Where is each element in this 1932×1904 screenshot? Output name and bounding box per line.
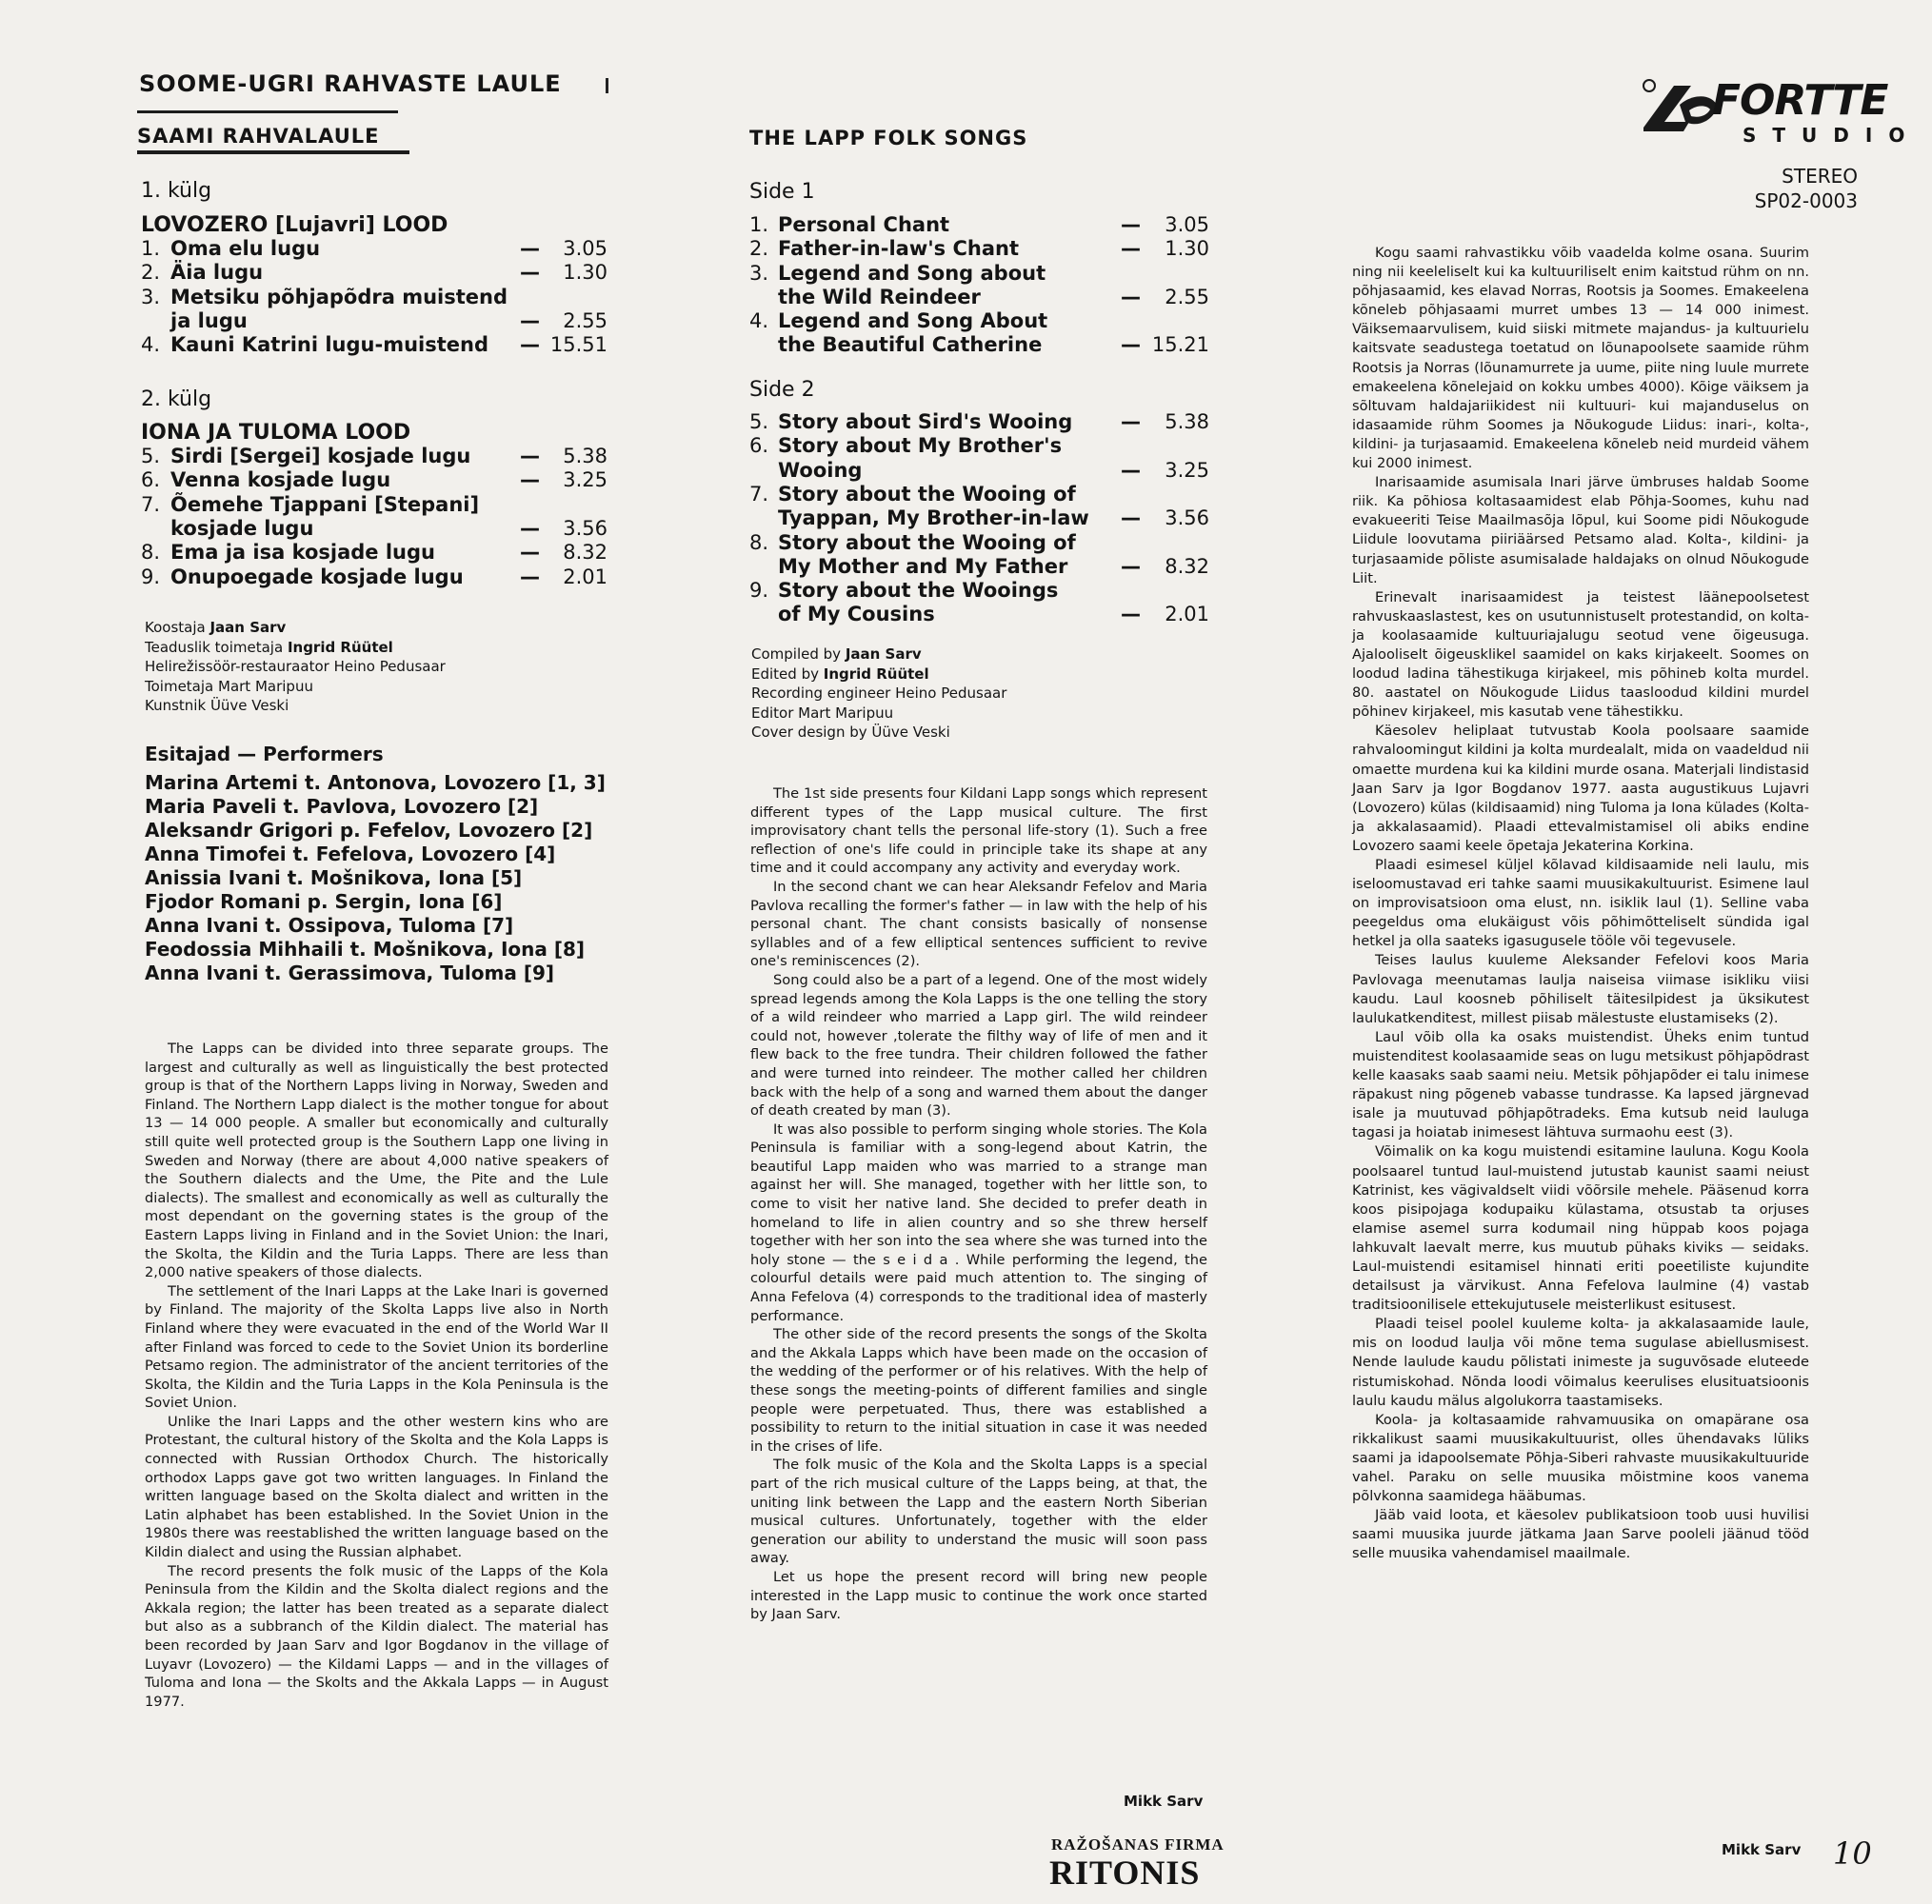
credit-name: Ingrid Rüütel xyxy=(823,664,929,683)
performer-item: Anissia Ivani t. Mošnikova, Iona [5] xyxy=(145,866,523,889)
studio-text: STUDIO xyxy=(1743,124,1922,147)
paragraph: Plaadi teisel poolel kuuleme kolta- ja akkalasaamide laule, mis on loodud laulja või mõne tema sugulase abiellusmisest. Nende laulude kaudu põlistati inimeste ja suguvõsade eluteede ristumiskohad. Nõnda loodi võimalus keerulises elusituatsioonis laulu kaudu mälus algolukorra taastamiseks. xyxy=(1352,1316,1809,1409)
credit-name: Jaan Sarv xyxy=(845,645,922,663)
paragraph: The folk music of the Kola and the Skolta Lapps is a special part of the rich musical culture of the Lapps being, at that, the uniting link between the Lapp and the eastern North Siberian musical cultures. Unfortunately, together with the elder generation our ability to understand the music will soon pass away. xyxy=(750,1457,1207,1567)
title-underline xyxy=(137,110,398,113)
credit-name: Üüve Veski xyxy=(209,697,289,714)
track-row xyxy=(141,445,617,468)
credit-role: Koostaja xyxy=(145,619,210,636)
notes-et-signature: Mikk Sarv xyxy=(1722,1841,1802,1858)
performer-item: Anna Ivani t. Ossipova, Tuloma [7] xyxy=(145,914,514,937)
track-number: 9. xyxy=(749,579,769,603)
track-row xyxy=(749,410,1216,434)
track-dash: — xyxy=(1121,554,1141,578)
performer-item: Marina Artemi t. Antonova, Lovozero [1, 3] xyxy=(145,771,606,794)
track-row xyxy=(141,493,617,542)
track-duration: 8.32 xyxy=(563,541,607,565)
track-title: Kauni Katrini lugu-muistend xyxy=(170,333,488,357)
paragraph: Inarisaamide asumisala Inari järve ümbruses haldab Soome riik. Ka põhiosa koltasaamidest elab Põhja-Soomes, kuhu nad evakueeriti Teise Maailmasõja lõpul, kui Soome pidi Nõukogude Liidule loovutama piiriäärsed Petsamo alad. Kolta-, kildini- ja turjasaamide põliste asumisalade haldajaks on olnud Nõukogude Liit. xyxy=(1352,474,1809,586)
track-row xyxy=(749,262,1216,310)
track-duration: 8.32 xyxy=(1165,554,1209,578)
credit-role: Compiled by xyxy=(751,645,846,663)
paragraph: Kogu saami rahvastikku võib vaadelda kolme osana. Suurim ning nii keeleliselt kui ka kultuuriliselt enim kaitstud rühm on nn. põhjasaamid, kes elavad Norras, Rootsis ja Soomes. Emakeelena kõneleb põhjasaami murret umbes 13 — 14 000 inimest. Väiksemaarvulisem, kuid siiski mitmete majandus- ja kultuurielu kaitsvate seadustega toetatud on lõunapoolsete saamide rühm Rootsis ja Norras (lõunamurrete ja uume, piite ning luule murrete emakeelena kõnelejaid on kokku umbes 4000). Kõige väiksem ja sõltuvam haldajariikidest nii kultuuri- kui majanduselus on idasaamide rühm Soomes ja Nõukogude Liidus: inari-, kolta-, kildini- ja turjasaamid. Emakeelena kõneleb neid murdeid vähem kui 2000 inimest. xyxy=(1352,245,1809,472)
credit-line xyxy=(751,723,1151,743)
track-duration: 3.05 xyxy=(1165,213,1209,236)
performer-item: Aleksandr Grigori p. Fefelov, Lovozero [2] xyxy=(145,819,593,842)
track-dash: — xyxy=(520,468,540,492)
track-number: 7. xyxy=(141,492,161,516)
track-number: 5. xyxy=(141,445,161,467)
track-row xyxy=(749,434,1216,483)
track-number: 3. xyxy=(141,285,161,308)
track-number: 3. xyxy=(749,261,769,285)
track-number: 6. xyxy=(141,468,161,492)
track-duration: 3.25 xyxy=(1165,458,1209,482)
track-title: Story about My Brother's Wooing xyxy=(778,434,1063,482)
track-duration: 5.38 xyxy=(1165,410,1209,433)
track-number: 8. xyxy=(749,530,769,554)
credit-name: Mart Maripuu xyxy=(798,704,894,722)
intro-en xyxy=(145,1040,608,1711)
side2-title-et: IONA JA TULOMA LOOD xyxy=(141,421,411,445)
credit-line xyxy=(751,645,1151,664)
track-duration: 3.56 xyxy=(563,516,607,540)
performers-list xyxy=(145,771,621,985)
notes-en xyxy=(750,784,1207,1624)
paragraph: In the second chant we can hear Aleksandr Fefelov and Maria Pavlova recalling the former's father — in law with the help of his personal chant. The chant consists basically of nonsense syllables and of a few elliptical sentences sufficient to revive one's reminiscences (2). xyxy=(750,878,1207,970)
credit-line xyxy=(751,664,1151,684)
performers-heading: Esitajad — Performers xyxy=(145,743,384,765)
track-dash: — xyxy=(520,333,540,357)
track-duration: 2.55 xyxy=(563,308,607,332)
track-number: 1. xyxy=(141,237,161,260)
credit-role: Kunstnik xyxy=(145,697,210,714)
paragraph: Laul võib olla ka osaks muistendist. Üheks enim tuntud muistenditest koolasaamide seas on lugu metsikust põhjapõdrast kelle kaasaks saab saami neiu. Metsik põhjapõder ei talu inimese räpakust ning põgeneb vabasse tundrasse. Ka lapsed järgnevad isale ja muutuvad põhjapõtradeks. Ema kutsub neid lauluga tagasi ja hoiatab inimesest lähtuva surmaohu eest (3). xyxy=(1352,1028,1809,1141)
track-number: 2. xyxy=(749,237,769,261)
handwritten-number: 10 xyxy=(1833,1835,1872,1872)
paragraph: The settlement of the Inari Lapps at the Lake Inari is governed by Finland. The majority of the Skolta Lapps live also in North Finland where they were evacuated in the end of the World War II after Finland was forced to cede to the Soviet Union its borderline Petsamo region. The administrator of the ancient territories of the Skolta, the Kildin and the Turia Lapps in the Kola Peninsula is the Soviet Union. xyxy=(145,1282,608,1412)
tracklist-et-side2 xyxy=(141,445,617,592)
paragraph: Unlike the Inari Lapps and the other western kins who are Protestant, the cultural history of the Skolta and the Kola Lapps is connected with Russian Orthodox Church. The historically orthodox Lapps gave got two written languages. In Finland the written language based on the Skolta dialect and written in the Latin alphabet has been established. In the Soviet Union in the 1980s there was reestablished the written language based on the Kildin dialect and using the Russian alphabet. xyxy=(145,1413,608,1561)
divider-tick xyxy=(606,78,608,93)
track-duration: 3.56 xyxy=(1165,506,1209,530)
paragraph: Song could also be a part of a legend. One of the most widely spread legends among the Kola Lapps is the one telling the story of a wild reindeer who married a Lapp girl. The wild reindeer could not, however ,tolerate the filthy way of life of men and it flew back to the free tundra. Their children followed the father and were turned into reindeer. The mother called her children back with the help of a song and warned them about the danger of death created by man (3). xyxy=(750,971,1207,1120)
side1-title-et: LOVOZERO [Lujavri] LOOD xyxy=(141,213,448,237)
track-row xyxy=(749,531,1216,580)
paragraph: Plaadi esimesel küljel kõlavad kildisaamide neli laulu, mis iseloomustavad eri tahke saami muusikakultuurist. Esimene laul on improvisatsioon oma elust, nn. isiklik laul (1). Selline vaba peegeldus oma elukäigust võis põhimõtteliselt sündida igal hetkel ja olla saateks igasugusele tööle või tegevusele. xyxy=(1352,857,1809,950)
paragraph: Teises laulus kuuleme Aleksander Fefelovi koos Maria Pavlovaga meenutamas laulja naiseisa viimase isikliku viisi kaudu. Laul koosneb põhiliselt täitesilpidest ja üksikutest laulukatkenditest, millest piisab mälestuste elustamiseks (2). xyxy=(1352,952,1809,1026)
side2-label-en: Side 2 xyxy=(749,378,815,402)
credit-line xyxy=(145,696,545,716)
fortte-emblem-icon xyxy=(1636,78,1722,145)
track-dash: — xyxy=(520,565,540,588)
tracklist-en-side1 xyxy=(749,213,1216,361)
track-duration: 2.01 xyxy=(563,565,607,588)
album-subtitle-et: SAAMI RAHVALAULE xyxy=(137,125,380,148)
track-row xyxy=(749,579,1216,627)
credit-line xyxy=(145,638,545,658)
track-row xyxy=(141,261,617,285)
tracklist-et-side1 xyxy=(141,237,617,361)
track-dash: — xyxy=(1121,333,1141,357)
paragraph: The 1st side presents four Kildani Lapp songs which represent different types of the Lapp musical culture. The first improvisatory chant tells the personal life-story (1). Such a free reflection of one's life could in principle take its shape at any time and it could accompany any activity and everyday work. xyxy=(750,785,1207,877)
track-dash: — xyxy=(520,516,540,540)
track-title: Äia lugu xyxy=(170,261,264,285)
track-dash: — xyxy=(1121,237,1141,261)
track-title: Oma elu lugu xyxy=(170,237,321,260)
track-title: Õemehe Tjappani [Stepani] kosjade lugu xyxy=(170,492,480,540)
track-row xyxy=(141,237,617,261)
track-title: Sirdi [Sergei] kosjade lugu xyxy=(170,445,471,467)
track-dash: — xyxy=(1121,213,1141,236)
track-duration: 1.30 xyxy=(1165,237,1209,261)
paragraph: The Lapps can be divided into three separate groups. The largest and culturally as well as linguistically the best protected group is that of the Northern Lapps living in Norway, Sweden and Finland. The Northern Lapp dialect is the mother tongue for about 13 — 14 000 people. A smaller but economically and culturally still quite well protected group is the Southern Lapp one living in Sweden and Norway (there are about 4,000 native speakers of the Southern dialects and the Ume, the Pite and the Lule dialects). The smallest and economically as well as culturally the most dependant on the governing states is the group of the Eastern Lapps living in Finland and in the Soviet Union: the Inari, the Skolta, the Kildin and the Turia Lapps. There are less than 2,000 native speakers of those dialects. xyxy=(145,1041,608,1281)
track-number: 2. xyxy=(141,261,161,285)
track-title: Story about the Wooings of My Cousins xyxy=(778,579,1059,626)
track-dash: — xyxy=(520,237,540,260)
track-number: 7. xyxy=(749,482,769,506)
track-title: Story about the Wooing of My Mother and My Father xyxy=(778,530,1076,578)
credit-name: Mart Maripuu xyxy=(218,677,313,695)
credit-role: Recording engineer xyxy=(751,684,896,702)
stereo-label xyxy=(1667,164,1858,213)
track-number: 8. xyxy=(141,541,161,565)
side1-label-en: Side 1 xyxy=(749,180,815,204)
paragraph: Võimalik on ka kogu muistendi esitamine lauluna. Kogu Koola poolsaarel tuntud laul-muistend jutustab kaunist saami neiust Katrinist, kes vägivaldselt viidi võõrsile mehele. Pääsenud korra koos pisipojaga kodupaiku külastama, otsustab ta orjuses elamise asemel surra kodumail ning hüppab koos pojaga lahkuvalt laevalt merre, kus muutub pühaks kiviks — seidaks. Laul-muistendi esitamisel hinnati eriti poeetiliste kujundite detailsust ja värvikust. Anna Fefelova laulmine (4) vastab traditsioonilisele ettekujutusele meisterlikust esitusest. xyxy=(1352,1143,1809,1314)
credit-line xyxy=(145,618,545,638)
credit-line xyxy=(145,657,545,677)
credit-line xyxy=(145,677,545,697)
track-number: 9. xyxy=(141,565,161,588)
track-title: Ema ja isa kosjade lugu xyxy=(170,541,435,565)
track-dash: — xyxy=(1121,506,1141,530)
track-title: Legend and Song About the Beautiful Catherine xyxy=(778,309,1048,357)
track-row xyxy=(141,468,617,492)
track-row xyxy=(749,483,1216,531)
credit-role: Edited by xyxy=(751,664,824,683)
tracklist-en-side2 xyxy=(749,410,1216,629)
credits-et xyxy=(145,618,545,716)
track-title: Metsiku põhjapõdra muistend ja lugu xyxy=(170,285,508,332)
track-dash: — xyxy=(520,541,540,565)
track-duration: 2.01 xyxy=(1165,603,1209,626)
track-number: 4. xyxy=(141,333,161,357)
side1-label-et: 1. külg xyxy=(141,179,212,203)
track-number: 4. xyxy=(749,309,769,333)
track-dash: — xyxy=(1121,285,1141,308)
track-number: 6. xyxy=(749,434,769,458)
track-dash: — xyxy=(520,308,540,332)
paragraph: Koola- ja koltasaamide rahvamuusika on omapärane osa rikkalikust saami muusikakultuurist, olles ühendavaks lüliks saami ja idapoolsemate Põhja-Siberi rahvaste muusikakultuuride vahel. Paraku on selle muusika mõistmine koos vanema põlvkonna saamidega hääbumas. xyxy=(1352,1411,1809,1505)
performer-item: Fjodor Romani p. Sergin, Iona [6] xyxy=(145,890,503,913)
track-dash: — xyxy=(1121,458,1141,482)
track-dash: — xyxy=(1121,603,1141,626)
credit-role: Toimetaja xyxy=(145,677,218,695)
catalog-number: SP02-0003 xyxy=(1754,189,1858,212)
track-dash: — xyxy=(1121,410,1141,433)
notes-et xyxy=(1352,244,1809,1563)
track-dash: — xyxy=(520,261,540,285)
credit-line xyxy=(751,704,1151,724)
credits-en xyxy=(751,645,1151,743)
track-row xyxy=(141,565,617,589)
track-title: Venna kosjade lugu xyxy=(170,468,391,492)
track-number: 1. xyxy=(749,213,769,236)
paragraph: It was also possible to perform singing whole stories. The Kola Peninsula is familiar with a song-legend about Katrin, the beautiful Lapp maiden who was married to a strange man against her will. She managed, together with her little son, to come to visit her native land. She decided to prefer death in homeland to life in alien country and so she threw herself together with her son into the sea where she was turned into the holy stone — the s e i d a . While performing the legend, the colourful details were paid much attention to. The singing of Anna Fefelova (4) corresponds to the traditional idea of masterly performance. xyxy=(750,1121,1207,1324)
track-title: Legend and Song about the Wild Reindeer xyxy=(778,261,1046,308)
performer-item: Anna Ivani t. Gerassimova, Tuloma [9] xyxy=(145,962,555,984)
track-duration: 5.38 xyxy=(563,445,607,467)
performer-item: Anna Timofei t. Fefelova, Lovozero [4] xyxy=(145,843,556,865)
stereo-text: STEREO xyxy=(1782,165,1858,188)
notes-en-signature: Mikk Sarv xyxy=(1124,1793,1204,1810)
credit-name: Üüve Veski xyxy=(871,724,950,741)
paragraph: The other side of the record presents the songs of the Skolta and the Akkala Lapps which have been made on the occasion of the wedding of the performer or of his relatives. With the help of these songs the meeting-points of different families and single people were perpetuated. Thus, there was established a possibility to return to the initial situation in case it was needed in the crises of life. xyxy=(750,1326,1207,1455)
track-row xyxy=(141,333,617,357)
track-dash: — xyxy=(520,445,540,467)
performer-item: Maria Paveli t. Pavlova, Lovozero [2] xyxy=(145,795,539,818)
track-duration: 3.25 xyxy=(563,468,607,492)
paragraph: The record presents the folk music of the Lapps of the Kola Peninsula from the Kildin and the Skolta dialect regions and the Akkala region; the latter has been treated as a separate dialect but also as a subbranch of the Kildin dialect. The material has been recorded by Jaan Sarv and Igor Bogdanov in the village of Luyavr (Lovozero) — the Kildami Lapps — and in the villages of Tuloma and Iona — the Skolts and the Akkala Lapps — in August 1977. xyxy=(145,1562,608,1710)
paragraph: Jääb vaid loota, et käesolev publikatsioon toob uusi huvilisi saami muusika juurde jätkama Jaan Sarve pooleli jäänud tööd selle muusika vahendamisel maailmale. xyxy=(1352,1507,1809,1562)
track-duration: 1.30 xyxy=(563,261,607,285)
paragraph: Käesolev heliplaat tutvustab Koola poolsaare saamide rahvaloomingut kildini ja kolta murdealalt, mida on vaadeldud nii omaette murdena kui ka kildini murde osana. Materjali lindistasid Jaan Sarv ja Igor Bogdanov 1977. aasta augustikuus Lujavri (Lovozero) külas (kildisaamid) ning Tuloma ja Iona külades (Kolta- ja akkalasaamid). Plaadi ettevalmistamisel oli abiks endine Lovozero saami keele õpetaja Jekaterina Korkina. xyxy=(1352,723,1809,854)
performer-item: Feodossia Mihhaili t. Mošnikova, Iona [8] xyxy=(145,938,586,961)
track-row xyxy=(141,286,617,334)
brand-text: FORTTE xyxy=(1712,76,1888,125)
album-title-en: THE LAPP FOLK SONGS xyxy=(749,127,1028,149)
credit-role: Helirežissöör-restauraator xyxy=(145,658,334,675)
side2-label-et: 2. külg xyxy=(141,387,212,411)
credit-line xyxy=(751,684,1151,704)
track-row xyxy=(749,309,1216,358)
credit-role: Editor xyxy=(751,704,799,722)
track-duration: 15.21 xyxy=(1151,333,1209,357)
fortte-studio-logo xyxy=(1636,74,1922,156)
track-number: 5. xyxy=(749,410,769,433)
album-title-et: SOOME-UGRI RAHVASTE LAULE xyxy=(139,70,562,97)
track-row xyxy=(749,213,1216,237)
maker-line2: RITONIS xyxy=(1049,1854,1201,1892)
credit-name: Heino Pedusaar xyxy=(895,684,1007,702)
maker-line1: RAŽOŠANAS FIRMA xyxy=(1051,1835,1225,1854)
track-row xyxy=(749,237,1216,261)
track-duration: 2.55 xyxy=(1165,285,1209,308)
track-duration: 15.51 xyxy=(549,333,607,357)
credit-name: Ingrid Rüütel xyxy=(287,638,393,656)
track-title: Onupoegade kosjade lugu xyxy=(170,565,464,588)
credit-name: Heino Pedusaar xyxy=(333,658,446,675)
track-title: Father-in-law's Chant xyxy=(778,237,1019,261)
track-row xyxy=(141,541,617,565)
track-title: Story about the Wooing of Tyappan, My Brother-in-law xyxy=(778,482,1089,530)
paragraph: Let us hope the present record will bring new people interested in the Lapp music to continue the work once started by Jaan Sarv. xyxy=(750,1568,1207,1623)
credit-name: Jaan Sarv xyxy=(209,619,287,636)
track-title: Personal Chant xyxy=(778,213,950,236)
paragraph: Erinevalt inarisaamidest ja teistest läänepoolsetest rahvuskaaslastest, kes on usutunnistuselt protestandid, on kolta- ja koolasaamide kultuuriajalugu seotud vene õigeusuga. Ajalooliselt õigeusklikel saamidel on kaks kirjakeelt. Soomes on loodud ladina tähestikuga kirjakeel, mis põhineb kolta murdel. 80. aastatel on Nõukogude Liidus taasloodud kildini murdel põhinev kirjakeel, mis kasutab vene tähestikku. xyxy=(1352,588,1809,721)
track-title: Story about Sird's Wooing xyxy=(778,410,1073,433)
subtitle-underline xyxy=(137,150,409,154)
credit-role: Cover design by xyxy=(751,724,872,741)
track-duration: 3.05 xyxy=(563,237,607,260)
credit-role: Teaduslik toimetaja xyxy=(145,638,288,656)
